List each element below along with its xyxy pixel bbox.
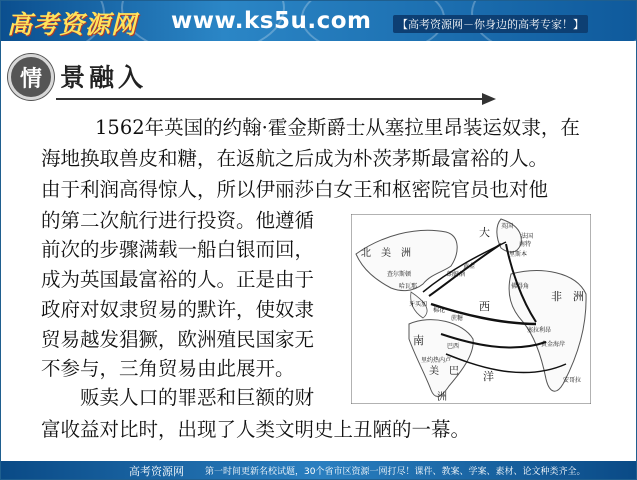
site-logo[interactable]: 高考资源网 xyxy=(7,10,138,39)
label-jamaica: 牙买加 xyxy=(409,301,428,308)
passage-line-10: 贩卖人口的罪恶和巨额的财 xyxy=(80,386,315,409)
label-rum: 朗姆酒 xyxy=(447,271,466,278)
header-banner xyxy=(1,1,636,41)
passage-line-1: 1562年英国的约翰·霍金斯爵士从塞拉里昂装运奴隶，在 xyxy=(95,116,580,139)
label-britain: 英国 xyxy=(501,223,514,230)
passage-line-5: 前次的步骤满载一船白银而回， xyxy=(41,238,315,261)
label-havana: 哈瓦那 xyxy=(399,283,418,290)
label-gold: 黄金 xyxy=(463,263,476,270)
passage-line-11: 富收益对比时，出现了人类文明史上丑陋的一幕。 xyxy=(41,418,471,441)
section-heading xyxy=(8,54,528,106)
label-continent: 洲 xyxy=(437,392,447,403)
passage-line-3: 由于利润高得惊人，所以伊丽莎白女王和枢密院官员也对他 xyxy=(41,178,549,201)
label-west: 西 xyxy=(479,300,490,313)
arrow-right-icon xyxy=(482,93,496,105)
label-south-america: 美 巴 xyxy=(429,366,459,377)
label-rio: 里约热内卢 xyxy=(421,357,452,364)
passage-line-8: 贸易越发猖獗，欧洲殖民国家无 xyxy=(41,328,315,351)
site-url[interactable]: www.ks5u.com xyxy=(171,8,372,34)
heading-underline xyxy=(56,98,486,100)
section-badge: 情 xyxy=(8,54,54,100)
label-ocean: 洋 xyxy=(483,370,494,383)
label-angola: 安哥拉 xyxy=(563,377,582,384)
label-south: 南 xyxy=(413,334,424,347)
passage-line-9: 不参与，三角贸易由此展开。 xyxy=(41,357,295,380)
passage-line-4: 的第二次航行进行投资。他遵循 xyxy=(41,209,315,232)
label-big: 大 xyxy=(479,226,490,239)
label-france: 法国 xyxy=(521,233,534,240)
passage-line-2: 海地换取兽皮和糖，在返航之后成为朴茨茅斯最富裕的人。 xyxy=(41,147,549,170)
footer-banner xyxy=(1,461,636,479)
passage-line-6: 成为英国最富裕的人。正是由于 xyxy=(41,268,315,291)
label-sierra-leone: 塞拉利昂 xyxy=(527,327,552,334)
label-cape-verde: 佛得角 xyxy=(511,283,530,290)
label-north-america: 北 美 洲 xyxy=(361,248,411,259)
label-charleston: 查尔斯顿 xyxy=(387,271,412,278)
section-title: 景融入 xyxy=(60,63,148,92)
label-cotton: 棉花 xyxy=(433,307,446,314)
footer-tagline: 第一时间更新名校试题，30个省市区资源一网打尽！课件、教案、学案、素材、论文种类齐全。 xyxy=(205,467,586,477)
passage-line-7: 政府对奴隶贸易的默许，使奴隶 xyxy=(41,298,315,321)
site-slogan: 【高考资源网－你身边的高考专家！】 xyxy=(393,15,588,33)
footer-site-name[interactable]: 高考资源网 xyxy=(129,465,184,478)
label-nantes: 南特 xyxy=(519,241,532,248)
label-sugar: 蔗糖 xyxy=(451,315,464,322)
triangular-trade-map xyxy=(351,214,591,404)
label-africa: 非 洲 xyxy=(551,290,584,303)
label-brazil: 巴西 xyxy=(447,343,460,350)
label-gold-coast: 黄金海岸 xyxy=(541,341,566,348)
label-lisbon: 里斯本 xyxy=(509,251,528,258)
